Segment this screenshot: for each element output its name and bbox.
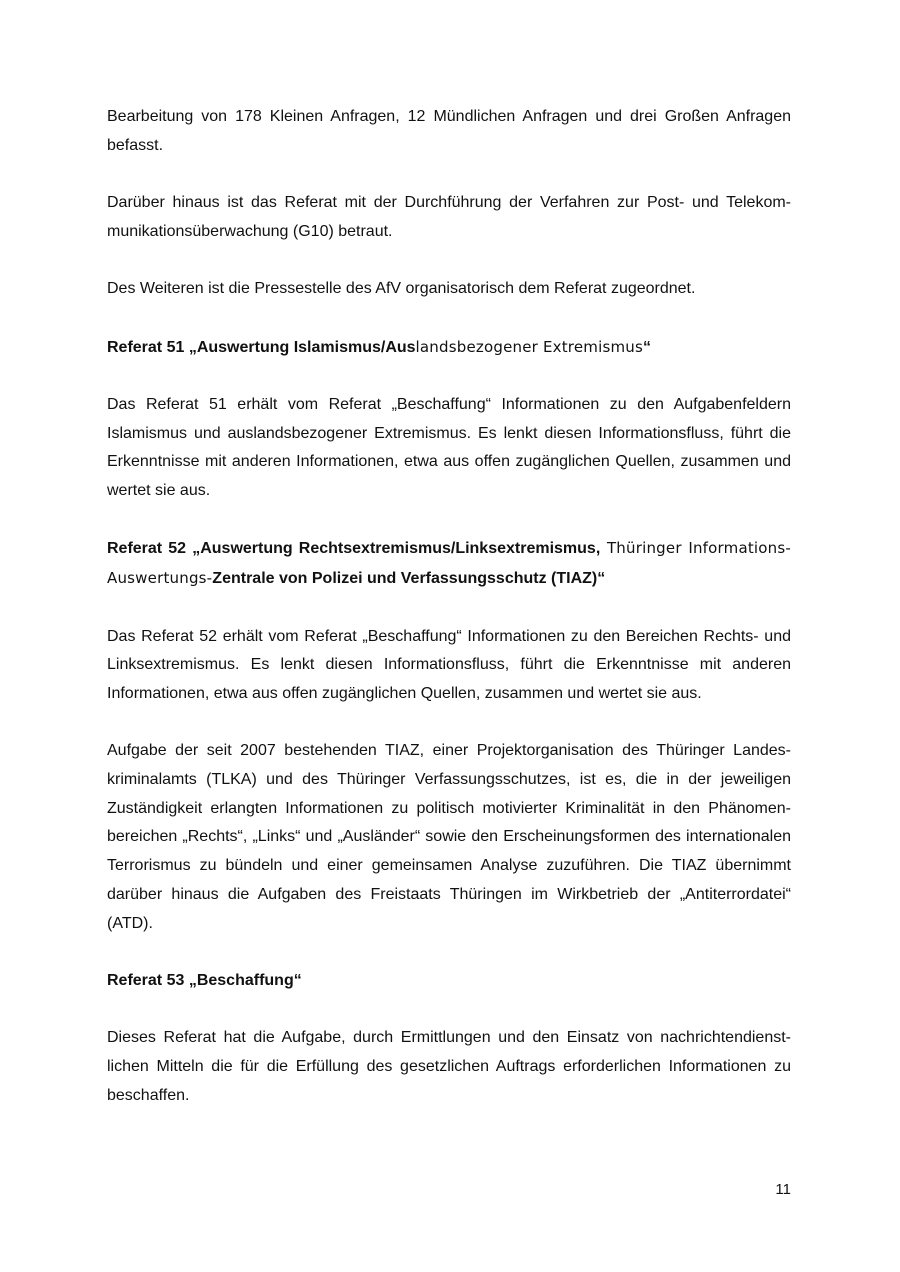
paragraph-anfragen: Bearbeitung von 178 Kleinen Anfragen, 12 Mündlichen Anfragen und drei Großen Anfragen befasst. <box>107 108 791 154</box>
heading-referat-52-bold2: Zentrale von Polizei und Verfassungsschutz (TIAZ)“ <box>212 570 606 588</box>
heading-referat-52-bold: Referat 52 „Auswertung Rechtsextremismus/Linksextremismus, <box>107 540 601 558</box>
heading-referat-51-normal: landsbezogener Extremismus <box>415 337 644 356</box>
paragraph-referat-53: Dieses Referat hat die Aufgabe, durch Ermittlungen und den Einsatz von nachrichtendienstlichen Mitteln die für die Erfüllung des gesetzlichen Auftrags erforderlichen Informationen zu beschaffen. <box>107 1029 791 1104</box>
heading-referat-51 <box>107 333 791 363</box>
paragraph-tiaz: Aufgabe der seit 2007 bestehenden TIAZ, einer Projektorganisation des Thüringer Landeskriminalamts (TLKA) und des Thüringer Verfassungsschutzes, ist es, die in der jeweiligen Zuständigkeit erlangten Informationen zu politisch motivierter Kriminalität in den Phänomenbereichen „Rechts“, „Links“ und „Ausländer“ sowie den Erscheinungsformen des internationalen Terrorismus zu bündeln und einer gemeinsamen Analyse zuzuführen. Die TIAZ übernimmt darüber hinaus die Aufgaben des Freistaats Thüringen im Wirkbetrieb der „Antiterrordatei“ (ATD). <box>107 742 791 932</box>
heading-referat-51-end: “ <box>643 338 652 356</box>
heading-referat-52 <box>107 534 791 593</box>
paragraph-referat-52: Das Referat 52 erhält vom Referat „Beschaffung“ Informationen zu den Bereichen Rechts- und Linksextremismus. Es lenkt diesen Informationsfluss, führt die Erkenntnisse mit anderen Informationen, etwa aus offen zugänglichen Quellen, zusammen und wertet sie aus. <box>107 627 791 702</box>
heading-referat-53: Referat 53 „Beschaffung“ <box>107 971 302 989</box>
heading-referat-52-normal: Thüringer Informations-Auswertungs- <box>107 539 792 588</box>
paragraph-referat-51: Das Referat 51 erhält vom Referat „Beschaffung“ Informationen zu den Aufgabenfeldern Islamismus und auslandsbezogener Extremismus. Es lenkt diesen Informationsfluss, führt die Erkenntnisse mit anderen Informationen, etwa aus offen zugänglichen Quellen, zusammen und wertet sie aus. <box>107 395 791 500</box>
heading-referat-51-bold: Referat 51 „Auswertung Islamismus/Aus <box>107 338 416 356</box>
paragraph-g10: Darüber hinaus ist das Referat mit der Durchführung der Verfahren zur Post- und Telekommunikationsüberwachung (G10) betraut. <box>107 194 791 240</box>
page-number: 11 <box>775 1181 791 1198</box>
document-body <box>107 103 791 1139</box>
paragraph-pressestelle: Des Weiteren ist die Pressestelle des AfV organisatorisch dem Referat zugeordnet. <box>107 280 696 298</box>
